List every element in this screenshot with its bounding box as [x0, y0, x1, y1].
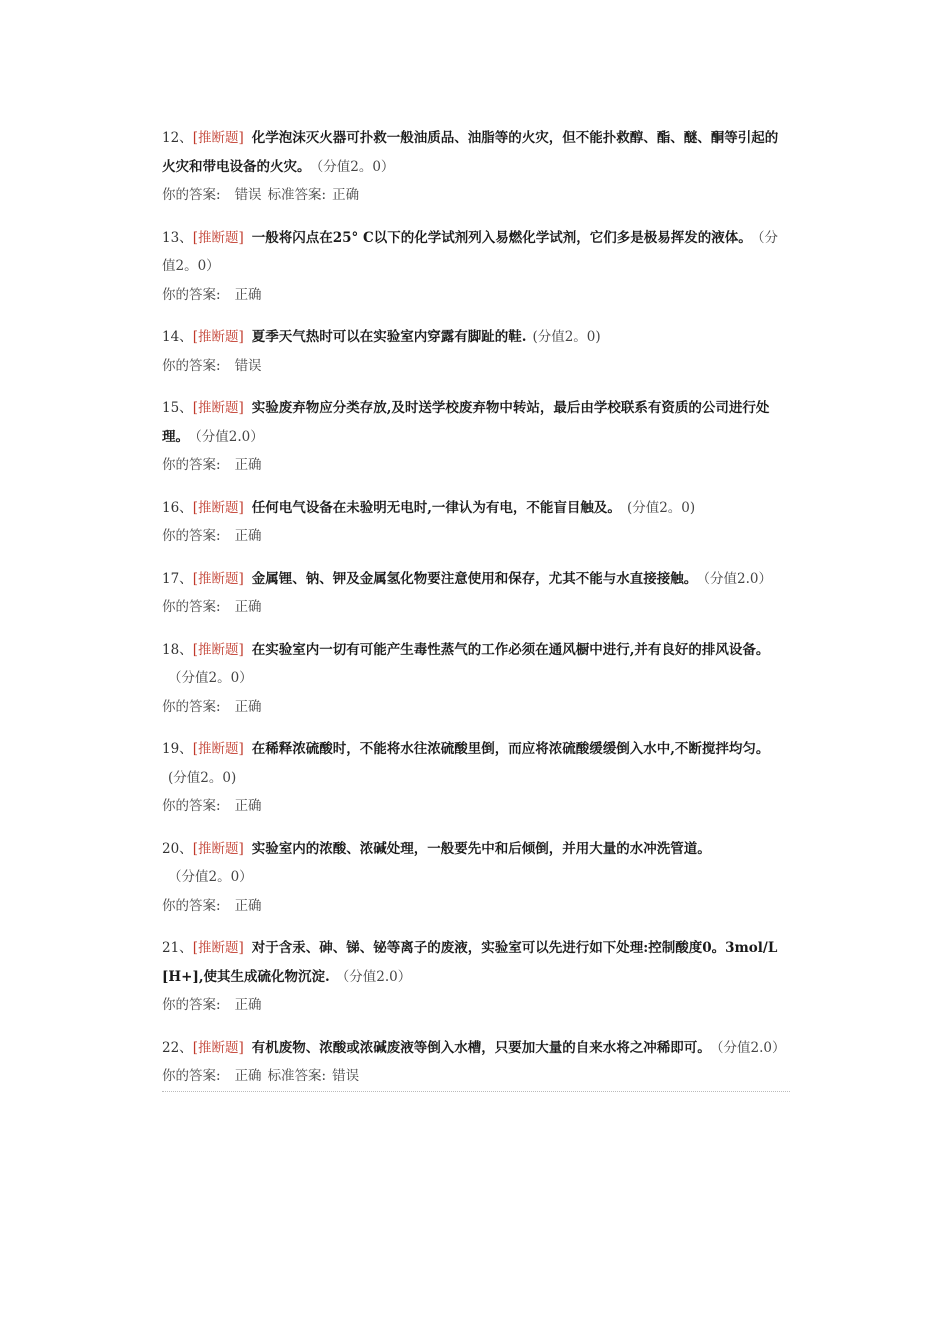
question-number: 13、: [162, 229, 193, 246]
question-number: 12、: [162, 130, 193, 146]
question-text: [162, 224, 790, 281]
answer-line: [162, 1062, 790, 1091]
question-text: [162, 124, 790, 181]
answer-line: [162, 281, 790, 310]
question-score: (分值2。0): [626, 499, 696, 516]
question-item: [162, 394, 790, 480]
bottom-divider: [162, 1091, 790, 1092]
your-answer-value: 正确: [234, 897, 262, 914]
question-type-tag: [推断题]: [192, 329, 244, 345]
standard-answer-value: 正确: [332, 187, 360, 203]
your-answer-label: 你的答案:: [162, 357, 221, 374]
question-item: [162, 1034, 790, 1091]
your-answer-value: 正确: [234, 1068, 262, 1084]
your-answer-label: 你的答案:: [162, 528, 221, 544]
your-answer-value: 正确: [234, 798, 262, 814]
question-body: 对于含汞、砷、锑、铋等离子的废液，实验室可以先进行如下处理:控制酸度0。3mol/L [H+],使其生成硫化物沉淀.: [162, 940, 778, 985]
your-answer-value: 正确: [234, 457, 262, 473]
question-body: 实验室内的浓酸、浓碱处理，一般要先中和后倾倒，并用大量的水冲洗管道。: [251, 840, 711, 857]
question-score: （分值2.0）: [703, 570, 772, 587]
question-text: [162, 394, 790, 451]
question-item: [162, 565, 790, 622]
your-answer-label: 你的答案:: [162, 897, 221, 914]
question-body: 夏季天气热时可以在实验室内穿露有脚趾的鞋.: [251, 329, 527, 345]
question-item: [162, 735, 790, 821]
question-item: [162, 934, 790, 1020]
question-text: [162, 494, 790, 523]
question-body: 实验废弃物应分类存放,及时送学校废弃物中转站，最后由学校联系有资质的公司进行处理。: [162, 400, 770, 445]
standard-answer-label: 标准答案:: [267, 1068, 327, 1084]
question-text: [162, 565, 790, 594]
your-answer-label: 你的答案:: [162, 599, 221, 615]
question-number: 17、: [162, 570, 193, 587]
your-answer-label: 你的答案:: [162, 1068, 221, 1084]
your-answer-value: 正确: [234, 599, 262, 615]
your-answer-label: 你的答案:: [162, 457, 221, 473]
your-answer-label: 你的答案:: [162, 698, 221, 715]
question-item: [162, 224, 790, 310]
question-text: [162, 1034, 790, 1063]
question-score: （分值2。0）: [162, 229, 778, 274]
your-answer-value: 正确: [234, 698, 262, 715]
your-answer-value: 错误: [234, 357, 262, 374]
question-text: [162, 835, 790, 892]
your-answer-label: 你的答案:: [162, 798, 221, 814]
question-number: 20、: [162, 840, 193, 857]
question-type-tag: [推断题]: [192, 130, 244, 146]
question-score: （分值2。0）: [316, 158, 395, 175]
question-number: 21、: [162, 940, 193, 956]
answer-line: [162, 593, 790, 622]
question-text: [162, 323, 790, 352]
your-answer-value: 正确: [234, 528, 262, 544]
answer-line: [162, 522, 790, 551]
question-body: 有机废物、浓酸或浓碱废液等倒入水槽，只要加大量的自来水将之冲稀即可。: [251, 1039, 711, 1056]
question-body: 在稀释浓硫酸时，不能将水往浓硫酸里倒，而应将浓硫酸缓缓倒入水中,不断搅拌均匀。: [251, 741, 770, 757]
your-answer-label: 你的答案:: [162, 997, 221, 1013]
question-score: （分值2.0）: [335, 968, 412, 985]
question-item: [162, 124, 790, 210]
question-number: 22、: [162, 1039, 193, 1056]
question-number: 18、: [162, 641, 193, 658]
question-text: [162, 735, 790, 792]
answer-line: [162, 693, 790, 722]
question-type-tag: [推断题]: [192, 940, 244, 956]
question-item: [162, 835, 790, 921]
question-type-tag: [推断题]: [192, 499, 244, 516]
your-answer-value: 正确: [234, 997, 262, 1013]
standard-answer-value: 错误: [332, 1068, 360, 1084]
your-answer-label: 你的答案:: [162, 187, 221, 203]
question-type-tag: [推断题]: [192, 840, 244, 857]
question-number: 19、: [162, 741, 193, 757]
answer-line: [162, 991, 790, 1020]
question-type-tag: [推断题]: [192, 1039, 244, 1056]
question-text: [162, 636, 790, 693]
question-type-tag: [推断题]: [192, 570, 244, 587]
question-item: [162, 636, 790, 722]
question-item: [162, 494, 790, 551]
question-number: 15、: [162, 400, 193, 416]
question-number: 14、: [162, 329, 193, 345]
answer-line: [162, 352, 790, 381]
question-body: 在实验室内一切有可能产生毒性蒸气的工作必须在通风橱中进行,并有良好的排风设备。: [251, 641, 770, 658]
answer-line: [162, 181, 790, 210]
question-score: (分值2。0): [532, 329, 601, 345]
your-answer-value: 正确: [234, 286, 262, 303]
question-score: （分值2。0）: [168, 869, 253, 885]
question-body: 任何电气设备在未验明无电时,一律认为有电，不能盲目触及。: [251, 499, 621, 516]
question-body: 一般将闪点在25° C以下的化学试剂列入易燃化学试剂，它们多是极易挥发的液体。: [251, 229, 752, 246]
question-type-tag: [推断题]: [192, 229, 244, 246]
question-score: （分值2。0）: [168, 670, 253, 686]
question-item: [162, 323, 790, 380]
answer-line: [162, 792, 790, 821]
standard-answer-label: 标准答案:: [267, 187, 327, 203]
question-score: (分值2。0): [168, 769, 237, 786]
question-score: （分值2.0）: [716, 1039, 786, 1056]
question-text: [162, 934, 790, 991]
your-answer-value: 错误: [234, 187, 262, 203]
question-score: （分值2.0）: [195, 428, 264, 445]
your-answer-label: 你的答案:: [162, 286, 221, 303]
question-type-tag: [推断题]: [192, 641, 244, 658]
answer-line: [162, 892, 790, 921]
answer-line: [162, 451, 790, 480]
question-number: 16、: [162, 499, 193, 516]
question-list: [162, 124, 790, 1092]
question-type-tag: [推断题]: [192, 741, 244, 757]
question-type-tag: [推断题]: [192, 400, 244, 416]
question-body: 金属锂、钠、钾及金属氢化物要注意使用和保存，尤其不能与水直接接触。: [251, 570, 698, 587]
question-body: 化学泡沫灭火器可扑救一般油质品、油脂等的火灾，但不能扑救醇、酯、醚、酮等引起的火灾和带电设备的火灾。: [162, 130, 779, 175]
